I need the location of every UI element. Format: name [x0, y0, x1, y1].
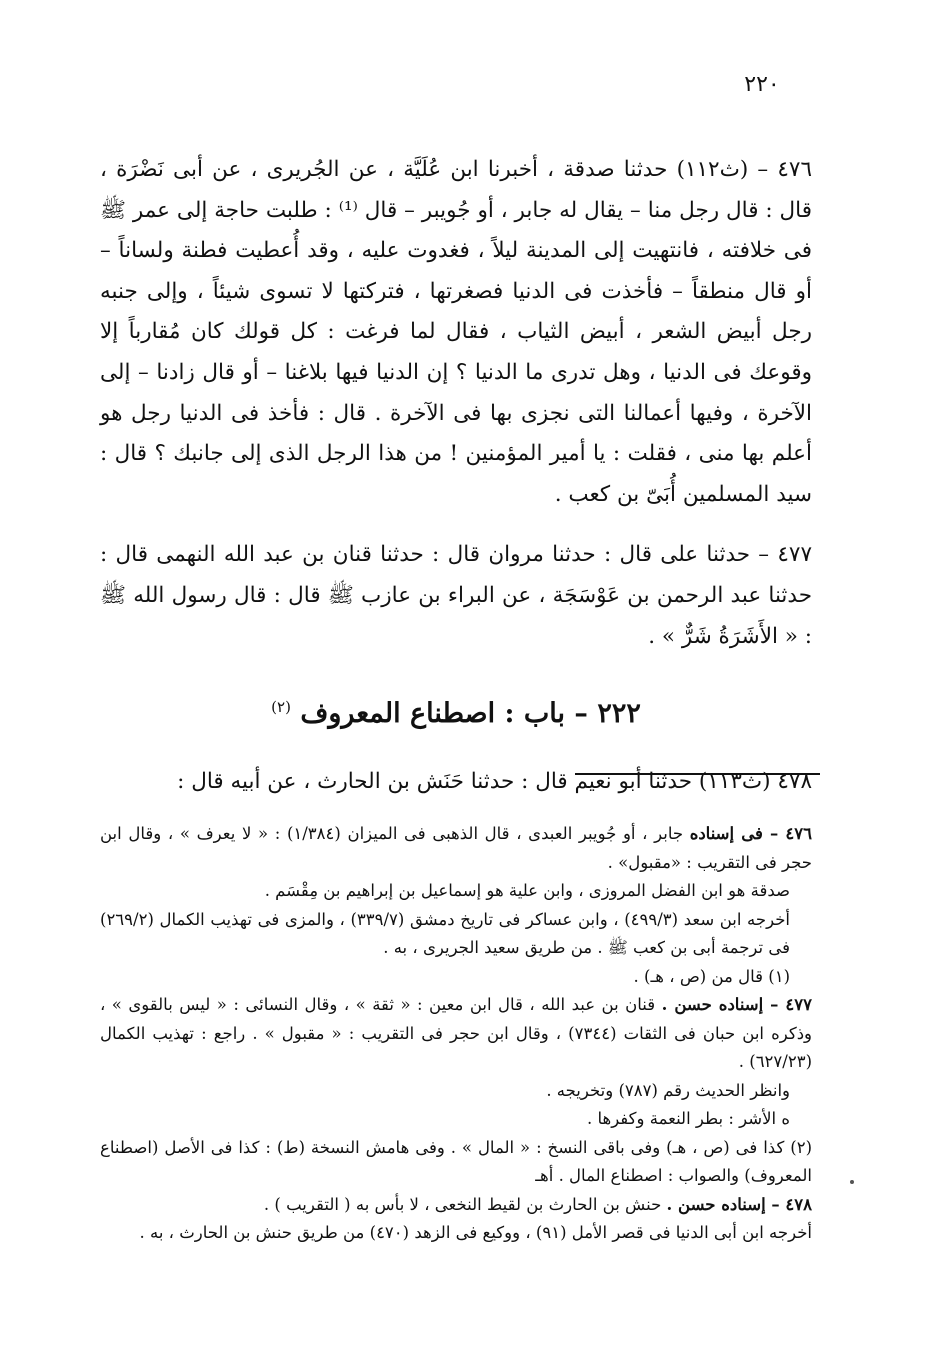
hadith-478: ٤٧٨ (ث١١٣) حدثنا أبو نعيم قال : حدثنا حَنَش بن الحارث ، عن أبيه قال : [177, 769, 812, 795]
footnotes [100, 820, 812, 1248]
chapter-heading [100, 687, 812, 734]
footnote-477-text: قنان بن عبد الله ، قال ابن معين : « ثقة » ، وقال النسائى : « ليس بالقوى » ، وذكره ابن حبان فى الثقات (٧٣٤٤) ، وقال ابن حجر فى التقريب : « مقبول » . راجع : تهذيب الكمال (٦٢٧/٢٣) . [100, 995, 813, 1071]
footnote-478 [100, 1191, 812, 1220]
footnote-477-c: ه الأشر : بطر النعمة وكفرها . [586, 1109, 790, 1128]
footnote-478-text: حنش بن الحارث بن لقيط النخعى ، لا بأس به ( التقريب ) . [263, 1194, 662, 1214]
page-number: ٢٢٠ [744, 72, 780, 97]
hadith-477: ٤٧٧ – حدثنا على قال : حدثنا مروان قال : حدثنا قنان بن عبد الله النهمى قال : حدثنا عبد الرحمن بن عَوْسَجَة ، عن البراء بن عازب ﷺ قال : قال رسول الله ﷺ : « الأَشَرَةُ شَرٌّ » . [100, 542, 812, 649]
chapter-heading-note-ref: (٢) [271, 698, 291, 717]
footnote-476-label: ٤٧٦ – فى إسناده [689, 824, 812, 843]
footnote-478-b: أخرجه ابن أبى الدنيا فى قصر الأمل (٩١) ، ووكيع فى الزهد (٤٧٠) من طريق حنش بن الحارث ، به . [139, 1223, 812, 1242]
footnote-477-b: وانظر الحديث رقم (٧٨٧) وتخريجه . [546, 1080, 790, 1100]
footnote-2: (٢) كذا فى (ص ، هـ) وفى باقى النسخ : « المال » . وفى هامش النسخة (ط) : كذا فى الأصل (اصطناع المعروف) والصواب : اصطناع المال . أهـ [100, 1137, 812, 1185]
footnote-476 [100, 820, 812, 877]
footnote-476-b: صدقة هو ابن الفضل المروزى ، وابن علية هو إسماعيل بن إبراهيم بن مِقْسَم . [264, 881, 790, 900]
footnote-divider [575, 773, 820, 775]
main-text [100, 150, 812, 803]
footnote-478-label: ٤٧٨ – إسناده حسن . [666, 1194, 812, 1214]
chapter-heading-title: ٢٢٢ – باب : اصطناع المعروف [300, 698, 641, 730]
footnote-477-label: ٤٧٧ – إسناده حسن . [661, 995, 812, 1014]
footnote-1: (١) قال من (ص ، هـ) . [633, 966, 790, 986]
footnote-476-text: جابر ، أو جُويبر العبدى ، قال الذهبى فى الميزان (١/٣٨٤) : « لا يعرف » ، وقال ابن حجر فى التقريب : «مقبول» . [100, 824, 812, 872]
hadith-476: ٤٧٦ – (ث١١٢) حدثنا صدقة ، أخبرنا ابن عُلَيَّة ، عن الجُريرى ، عن أبى نَضْرَة ، قال : قال رجل منا – يقال له جابر ، أو جُويبر – قال ⁽¹⁾ : طلبت حاجة إلى عمر ﷺ فى خلافته ، فانتهيت إلى المدينة ليلاً ، فغدوت عليه ، وقد أُعطيت فطنة ولساناً – أو قال منطقاً – فأخذت فى الدنيا فصغرتها ، فتركتها لا تسوى شيئاً ، وإلى جنبه رجل أبيض الشعر ، أبيض الثياب ، فقال لما فرغت : كل قولك كان مُقارباً إلا وقوعك فى الدنيا ، وهل تدرى ما الدنيا ؟ إن الدنيا فيها بلاغنا – أو قال زادنا – إلى الآخرة ، وفيها أعمالنا التى نجزى بها فى الآخرة . قال : فأخذ فى الدنيا رجل هو أعلم بها منى ، فقلت : يا أمير المؤمنين ! من هذا الرجل الذى إلى جانبك ؟ قال : سيد المسلمين أُبَىّ بن كعب . [100, 157, 812, 507]
margin-mark [850, 1180, 854, 1184]
footnote-477 [100, 991, 812, 1077]
footnote-476-c: أخرجه ابن سعد (٤٩٩/٣) ، وابن عساكر فى تاريخ دمشق (٣٣٩/٧) ، والمزى فى تهذيب الكمال (٢٦٩/٢) فى ترجمة أبى بن كعب ﷺ . من طريق سعيد الجريرى ، به . [100, 909, 790, 957]
